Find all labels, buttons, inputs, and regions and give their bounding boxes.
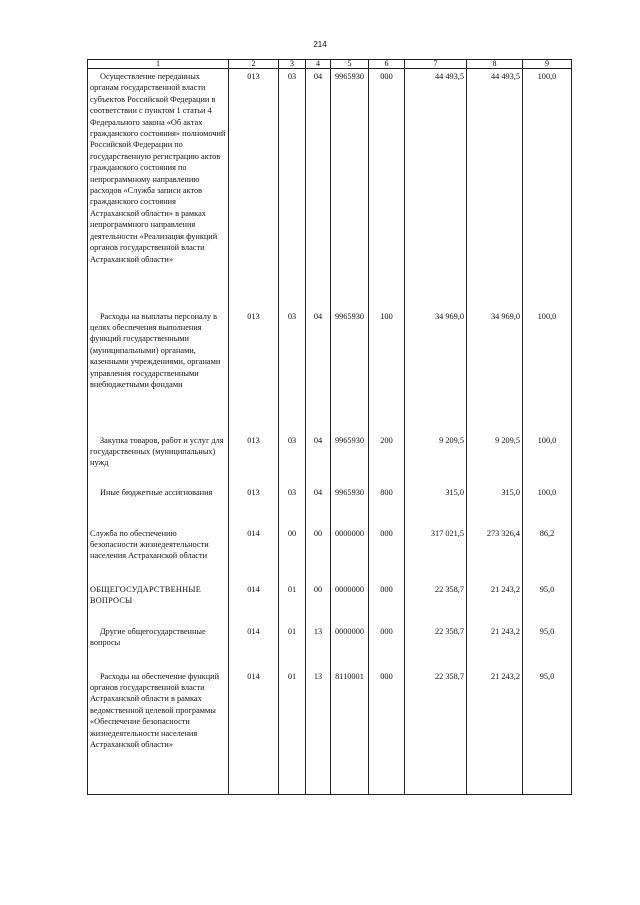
row-csr: 9965930	[331, 309, 369, 433]
column-header: 8	[467, 60, 523, 69]
header-row	[88, 60, 572, 69]
row-name: Иные бюджетные ассигнования	[88, 485, 229, 526]
row-rz: 01	[279, 624, 306, 669]
row-name: Расходы на выплаты персоналу в целях обеспечения выполнения функций государственными (муниципальными) органами, казенными учреждениями, органами управления государственными внебюджетными фондами	[88, 309, 229, 433]
row-plan: 44 493,5	[405, 69, 467, 309]
column-header: 5	[331, 60, 369, 69]
row-vr: 000	[369, 669, 405, 795]
table-row	[88, 582, 572, 624]
row-ved: 014	[229, 624, 279, 669]
row-rz: 03	[279, 433, 306, 485]
row-plan: 22 358,7	[405, 582, 467, 624]
row-vr: 000	[369, 582, 405, 624]
row-pr: 13	[306, 624, 331, 669]
row-pr: 04	[306, 433, 331, 485]
row-name: Другие общегосударственные вопросы	[88, 624, 229, 669]
row-name: ОБЩЕГОСУДАРСТВЕННЫЕ ВОПРОСЫ	[88, 582, 229, 624]
row-pct: 95,0	[523, 669, 572, 795]
row-vr: 000	[369, 624, 405, 669]
row-ved: 014	[229, 526, 279, 582]
row-pr: 04	[306, 309, 331, 433]
row-vr: 100	[369, 309, 405, 433]
row-name: Осуществление переданных органам государственной власти субъектов Российской Федерации в соответствии с пунктом 1 статьи 4 Федерального закона «Об актах гражданского состояния» полномочий Российской Федерации по государственную регистрацию актов гражданского состояния по непрограммному направлению расходов «Служба записи актов гражданского состояния Астраханской области» в рамках непрограммного направления деятельности «Реализация функций органов государственной власти Астраханской области»	[88, 69, 229, 309]
row-csr: 0000000	[331, 526, 369, 582]
row-csr: 9965930	[331, 433, 369, 485]
column-header: 7	[405, 60, 467, 69]
row-csr: 0000000	[331, 624, 369, 669]
table-row	[88, 309, 572, 433]
row-ved: 013	[229, 69, 279, 309]
table-row	[88, 624, 572, 669]
row-pct: 86,2	[523, 526, 572, 582]
row-pct: 100,0	[523, 69, 572, 309]
row-vr: 000	[369, 69, 405, 309]
row-ved: 013	[229, 309, 279, 433]
row-vr: 200	[369, 433, 405, 485]
table-row	[88, 526, 572, 582]
row-ved: 013	[229, 485, 279, 526]
page-number: 214	[313, 40, 327, 49]
row-fact: 34 969,0	[467, 309, 523, 433]
row-csr: 9965930	[331, 69, 369, 309]
row-pct: 100,0	[523, 485, 572, 526]
row-fact: 21 243,2	[467, 582, 523, 624]
row-rz: 01	[279, 582, 306, 624]
row-plan: 22 358,7	[405, 669, 467, 795]
table-row	[88, 669, 572, 795]
row-pr: 04	[306, 485, 331, 526]
row-fact: 44 493,5	[467, 69, 523, 309]
row-rz: 00	[279, 526, 306, 582]
row-plan: 315,0	[405, 485, 467, 526]
column-header: 1	[88, 60, 229, 69]
row-rz: 03	[279, 69, 306, 309]
row-name: Закупка товаров, работ и услуг для государственных (муниципальных) нужд	[88, 433, 229, 485]
row-pct: 95,0	[523, 624, 572, 669]
row-pct: 95,0	[523, 582, 572, 624]
row-rz: 03	[279, 309, 306, 433]
row-plan: 22 358,7	[405, 624, 467, 669]
row-ved: 014	[229, 582, 279, 624]
row-ved: 013	[229, 433, 279, 485]
row-plan: 34 969,0	[405, 309, 467, 433]
column-header: 2	[229, 60, 279, 69]
row-vr: 000	[369, 526, 405, 582]
row-plan: 317 021,5	[405, 526, 467, 582]
row-fact: 21 243,2	[467, 669, 523, 795]
row-pct: 100,0	[523, 433, 572, 485]
row-pr: 00	[306, 582, 331, 624]
row-name: Служба по обеспечению безопасности жизнедеятельности населения Астраханской области	[88, 526, 229, 582]
column-header: 3	[279, 60, 306, 69]
row-pr: 04	[306, 69, 331, 309]
row-fact: 9 209,5	[467, 433, 523, 485]
budget-table	[87, 59, 572, 795]
row-rz: 01	[279, 669, 306, 795]
row-pct: 100,0	[523, 309, 572, 433]
row-pr: 00	[306, 526, 331, 582]
row-csr: 0000000	[331, 582, 369, 624]
row-fact: 315,0	[467, 485, 523, 526]
row-name: Расходы на обеспечение функций органов государственной власти Астраханской области в рамках ведомственной целевой программы «Обеспечение безопасности жизнедеятельности населения Астраханской области»	[88, 669, 229, 795]
column-header: 6	[369, 60, 405, 69]
row-csr: 9965930	[331, 485, 369, 526]
column-header: 4	[306, 60, 331, 69]
column-header: 9	[523, 60, 572, 69]
row-plan: 9 209,5	[405, 433, 467, 485]
row-fact: 273 326,4	[467, 526, 523, 582]
row-rz: 03	[279, 485, 306, 526]
row-csr: 8110001	[331, 669, 369, 795]
table-row	[88, 69, 572, 309]
table-row	[88, 433, 572, 485]
row-fact: 21 243,2	[467, 624, 523, 669]
row-vr: 800	[369, 485, 405, 526]
row-ved: 014	[229, 669, 279, 795]
row-pr: 13	[306, 669, 331, 795]
table-row	[88, 485, 572, 526]
